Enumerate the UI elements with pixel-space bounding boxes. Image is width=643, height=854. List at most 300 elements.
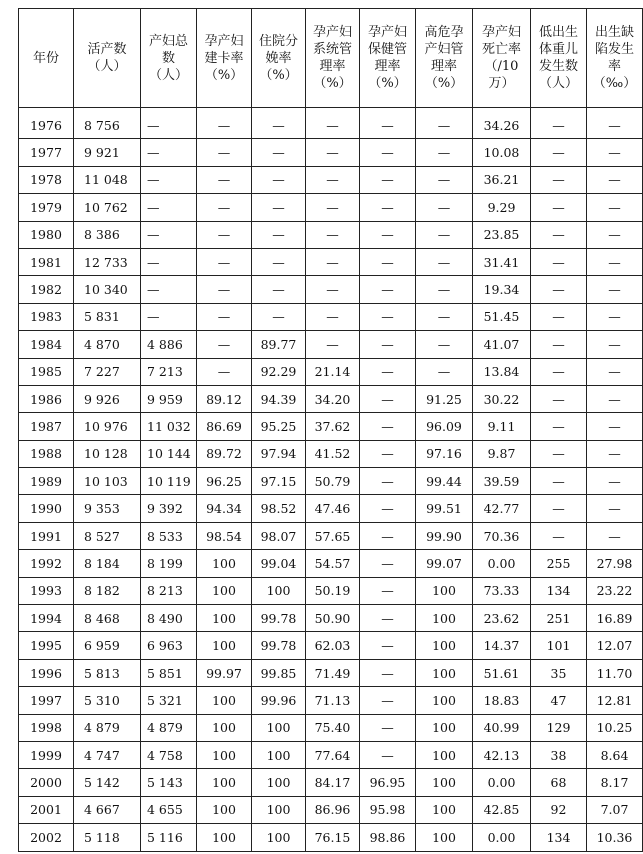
- cell-maternal-mortality-rate: 73.33: [473, 577, 531, 604]
- cell-maternal-mortality-rate: 30.22: [473, 385, 531, 412]
- cell-live-births: 9 921: [74, 139, 141, 166]
- cell-hospital-delivery-rate: 99.96: [252, 687, 306, 714]
- cell-maternal-mortality-rate: 36.21: [473, 166, 531, 193]
- cell-total-mothers: 5 143: [141, 769, 197, 796]
- cell-birth-defect-rate: —: [587, 248, 643, 275]
- cell-low-birth-weight-count: —: [531, 194, 587, 221]
- cell-healthcare-management-rate: —: [360, 303, 416, 330]
- cell-low-birth-weight-count: —: [531, 248, 587, 275]
- cell-year: 2002: [19, 824, 74, 851]
- cell-healthcare-management-rate: —: [360, 221, 416, 248]
- cell-healthcare-management-rate: —: [360, 632, 416, 659]
- cell-healthcare-management-rate: 95.98: [360, 796, 416, 823]
- cell-live-births: 5 813: [74, 659, 141, 686]
- cell-healthcare-management-rate: —: [360, 741, 416, 768]
- cell-system-management-rate: 54.57: [306, 550, 360, 577]
- header-year: 年份: [19, 9, 74, 108]
- cell-high-risk-management-rate: 100: [416, 714, 473, 741]
- cell-registration-rate: 100: [197, 550, 252, 577]
- cell-birth-defect-rate: —: [587, 440, 643, 467]
- table-row: [19, 358, 643, 385]
- cell-registration-rate: 100: [197, 796, 252, 823]
- cell-hospital-delivery-rate: 100: [252, 714, 306, 741]
- cell-system-management-rate: —: [306, 248, 360, 275]
- cell-low-birth-weight-count: —: [531, 166, 587, 193]
- cell-total-mothers: 4 655: [141, 796, 197, 823]
- cell-hospital-delivery-rate: —: [252, 194, 306, 221]
- cell-registration-rate: 96.25: [197, 468, 252, 495]
- cell-total-mothers: 4 886: [141, 331, 197, 358]
- cell-total-mothers: —: [141, 303, 197, 330]
- table-row: [19, 440, 643, 467]
- cell-registration-rate: —: [197, 276, 252, 303]
- cell-total-mothers: 5 851: [141, 659, 197, 686]
- table-row: [19, 108, 643, 139]
- table-row: [19, 276, 643, 303]
- cell-healthcare-management-rate: —: [360, 276, 416, 303]
- cell-total-mothers: —: [141, 194, 197, 221]
- cell-total-mothers: 10 119: [141, 468, 197, 495]
- cell-year: 1993: [19, 577, 74, 604]
- cell-system-management-rate: 77.64: [306, 741, 360, 768]
- header-high-risk-management-rate: 高危孕 产妇管 理率 （%）: [416, 9, 473, 108]
- cell-year: 1996: [19, 659, 74, 686]
- cell-healthcare-management-rate: —: [360, 139, 416, 166]
- cell-birth-defect-rate: —: [587, 413, 643, 440]
- cell-high-risk-management-rate: 100: [416, 632, 473, 659]
- cell-hospital-delivery-rate: 98.07: [252, 522, 306, 549]
- cell-registration-rate: 100: [197, 687, 252, 714]
- cell-birth-defect-rate: —: [587, 522, 643, 549]
- cell-year: 1982: [19, 276, 74, 303]
- table-row: [19, 577, 643, 604]
- cell-live-births: 12 733: [74, 248, 141, 275]
- cell-low-birth-weight-count: —: [531, 413, 587, 440]
- cell-live-births: 11 048: [74, 166, 141, 193]
- cell-low-birth-weight-count: —: [531, 358, 587, 385]
- cell-birth-defect-rate: —: [587, 221, 643, 248]
- cell-healthcare-management-rate: —: [360, 440, 416, 467]
- cell-system-management-rate: 47.46: [306, 495, 360, 522]
- cell-hospital-delivery-rate: 99.04: [252, 550, 306, 577]
- cell-healthcare-management-rate: —: [360, 194, 416, 221]
- cell-live-births: 9 353: [74, 495, 141, 522]
- cell-total-mothers: 5 116: [141, 824, 197, 851]
- cell-healthcare-management-rate: —: [360, 385, 416, 412]
- header-maternal-mortality-rate: 孕产妇 死亡率 （/10 万）: [473, 9, 531, 108]
- cell-registration-rate: —: [197, 248, 252, 275]
- cell-maternal-mortality-rate: 41.07: [473, 331, 531, 358]
- table-row: [19, 714, 643, 741]
- cell-year: 1988: [19, 440, 74, 467]
- cell-system-management-rate: 50.79: [306, 468, 360, 495]
- header-registration-rate: 孕产妇 建卡率 （%）: [197, 9, 252, 108]
- cell-registration-rate: 98.54: [197, 522, 252, 549]
- cell-healthcare-management-rate: 98.86: [360, 824, 416, 851]
- cell-system-management-rate: 37.62: [306, 413, 360, 440]
- cell-total-mothers: —: [141, 248, 197, 275]
- cell-maternal-mortality-rate: 9.11: [473, 413, 531, 440]
- cell-total-mothers: —: [141, 108, 197, 139]
- cell-birth-defect-rate: —: [587, 358, 643, 385]
- cell-total-mothers: 8 213: [141, 577, 197, 604]
- cell-registration-rate: —: [197, 358, 252, 385]
- cell-high-risk-management-rate: 100: [416, 796, 473, 823]
- header-system-management-rate: 孕产妇 系统管 理率 （%）: [306, 9, 360, 108]
- cell-birth-defect-rate: —: [587, 385, 643, 412]
- cell-low-birth-weight-count: 129: [531, 714, 587, 741]
- cell-year: 1990: [19, 495, 74, 522]
- cell-registration-rate: 100: [197, 714, 252, 741]
- cell-maternal-mortality-rate: 42.13: [473, 741, 531, 768]
- cell-high-risk-management-rate: 97.16: [416, 440, 473, 467]
- cell-live-births: 10 103: [74, 468, 141, 495]
- cell-year: 1991: [19, 522, 74, 549]
- cell-hospital-delivery-rate: —: [252, 276, 306, 303]
- cell-healthcare-management-rate: —: [360, 522, 416, 549]
- header-live-births: 活产数 （人）: [74, 9, 141, 108]
- cell-high-risk-management-rate: —: [416, 331, 473, 358]
- cell-registration-rate: 94.34: [197, 495, 252, 522]
- cell-hospital-delivery-rate: 92.29: [252, 358, 306, 385]
- cell-system-management-rate: 76.15: [306, 824, 360, 851]
- cell-maternal-mortality-rate: 13.84: [473, 358, 531, 385]
- cell-system-management-rate: —: [306, 194, 360, 221]
- cell-total-mothers: —: [141, 166, 197, 193]
- cell-healthcare-management-rate: —: [360, 413, 416, 440]
- table-row: [19, 687, 643, 714]
- cell-maternal-mortality-rate: 42.85: [473, 796, 531, 823]
- cell-hospital-delivery-rate: —: [252, 303, 306, 330]
- cell-year: 1984: [19, 331, 74, 358]
- cell-system-management-rate: 50.90: [306, 605, 360, 632]
- cell-healthcare-management-rate: —: [360, 495, 416, 522]
- cell-birth-defect-rate: —: [587, 139, 643, 166]
- cell-high-risk-management-rate: —: [416, 194, 473, 221]
- cell-birth-defect-rate: —: [587, 276, 643, 303]
- cell-birth-defect-rate: —: [587, 468, 643, 495]
- cell-hospital-delivery-rate: 100: [252, 769, 306, 796]
- cell-high-risk-management-rate: 100: [416, 605, 473, 632]
- cell-maternal-mortality-rate: 40.99: [473, 714, 531, 741]
- cell-maternal-mortality-rate: 39.59: [473, 468, 531, 495]
- cell-live-births: 8 184: [74, 550, 141, 577]
- cell-year: 2001: [19, 796, 74, 823]
- cell-registration-rate: 89.12: [197, 385, 252, 412]
- cell-high-risk-management-rate: 99.44: [416, 468, 473, 495]
- cell-live-births: 10 976: [74, 413, 141, 440]
- cell-year: 1998: [19, 714, 74, 741]
- cell-high-risk-management-rate: —: [416, 248, 473, 275]
- cell-hospital-delivery-rate: 99.85: [252, 659, 306, 686]
- table-row: [19, 605, 643, 632]
- cell-birth-defect-rate: 11.70: [587, 659, 643, 686]
- header-birth-defect-rate: 出生缺 陷发生 率 （‰）: [587, 9, 643, 108]
- cell-high-risk-management-rate: 96.09: [416, 413, 473, 440]
- cell-live-births: 4 870: [74, 331, 141, 358]
- cell-high-risk-management-rate: 100: [416, 659, 473, 686]
- cell-live-births: 8 386: [74, 221, 141, 248]
- cell-maternal-mortality-rate: 31.41: [473, 248, 531, 275]
- cell-total-mothers: 7 213: [141, 358, 197, 385]
- cell-low-birth-weight-count: 47: [531, 687, 587, 714]
- cell-healthcare-management-rate: —: [360, 577, 416, 604]
- cell-live-births: 10 340: [74, 276, 141, 303]
- cell-healthcare-management-rate: —: [360, 714, 416, 741]
- cell-birth-defect-rate: 8.64: [587, 741, 643, 768]
- cell-hospital-delivery-rate: —: [252, 221, 306, 248]
- cell-live-births: 6 959: [74, 632, 141, 659]
- cell-live-births: 8 468: [74, 605, 141, 632]
- cell-high-risk-management-rate: 99.07: [416, 550, 473, 577]
- cell-maternal-mortality-rate: 0.00: [473, 550, 531, 577]
- cell-total-mothers: 5 321: [141, 687, 197, 714]
- cell-system-management-rate: 57.65: [306, 522, 360, 549]
- table-row: [19, 303, 643, 330]
- cell-year: 1981: [19, 248, 74, 275]
- cell-hospital-delivery-rate: 100: [252, 741, 306, 768]
- cell-total-mothers: 9 959: [141, 385, 197, 412]
- cell-hospital-delivery-rate: —: [252, 108, 306, 139]
- cell-high-risk-management-rate: 99.90: [416, 522, 473, 549]
- table-row: [19, 741, 643, 768]
- cell-year: 1980: [19, 221, 74, 248]
- cell-birth-defect-rate: —: [587, 331, 643, 358]
- cell-total-mothers: 4 879: [141, 714, 197, 741]
- cell-low-birth-weight-count: —: [531, 139, 587, 166]
- cell-total-mothers: 9 392: [141, 495, 197, 522]
- cell-registration-rate: —: [197, 331, 252, 358]
- cell-birth-defect-rate: —: [587, 108, 643, 139]
- cell-live-births: 4 667: [74, 796, 141, 823]
- header-hospital-delivery-rate: 住院分 娩率 （%）: [252, 9, 306, 108]
- cell-low-birth-weight-count: —: [531, 495, 587, 522]
- cell-hospital-delivery-rate: 97.94: [252, 440, 306, 467]
- cell-maternal-mortality-rate: 34.26: [473, 108, 531, 139]
- cell-system-management-rate: —: [306, 166, 360, 193]
- cell-registration-rate: 100: [197, 741, 252, 768]
- cell-year: 1987: [19, 413, 74, 440]
- cell-registration-rate: —: [197, 139, 252, 166]
- cell-high-risk-management-rate: 100: [416, 824, 473, 851]
- cell-healthcare-management-rate: —: [360, 166, 416, 193]
- cell-maternal-mortality-rate: 42.77: [473, 495, 531, 522]
- cell-registration-rate: 100: [197, 632, 252, 659]
- cell-year: 2000: [19, 769, 74, 796]
- table-row: [19, 221, 643, 248]
- cell-low-birth-weight-count: —: [531, 331, 587, 358]
- cell-hospital-delivery-rate: 100: [252, 577, 306, 604]
- cell-birth-defect-rate: 23.22: [587, 577, 643, 604]
- cell-year: 1999: [19, 741, 74, 768]
- cell-system-management-rate: —: [306, 331, 360, 358]
- cell-high-risk-management-rate: —: [416, 303, 473, 330]
- cell-low-birth-weight-count: 68: [531, 769, 587, 796]
- cell-high-risk-management-rate: 99.51: [416, 495, 473, 522]
- cell-low-birth-weight-count: 134: [531, 577, 587, 604]
- cell-healthcare-management-rate: —: [360, 248, 416, 275]
- cell-low-birth-weight-count: —: [531, 108, 587, 139]
- cell-maternal-mortality-rate: 70.36: [473, 522, 531, 549]
- table-row: [19, 166, 643, 193]
- cell-hospital-delivery-rate: 98.52: [252, 495, 306, 522]
- cell-hospital-delivery-rate: 100: [252, 796, 306, 823]
- cell-total-mothers: 4 758: [141, 741, 197, 768]
- cell-healthcare-management-rate: 96.95: [360, 769, 416, 796]
- cell-system-management-rate: —: [306, 276, 360, 303]
- cell-low-birth-weight-count: —: [531, 303, 587, 330]
- table-row: [19, 550, 643, 577]
- cell-high-risk-management-rate: —: [416, 139, 473, 166]
- cell-total-mothers: 6 963: [141, 632, 197, 659]
- cell-registration-rate: —: [197, 194, 252, 221]
- cell-registration-rate: 100: [197, 605, 252, 632]
- cell-registration-rate: 86.69: [197, 413, 252, 440]
- table-row: [19, 468, 643, 495]
- cell-live-births: 8 756: [74, 108, 141, 139]
- cell-system-management-rate: 71.13: [306, 687, 360, 714]
- header-total-mothers: 产妇总 数 （人）: [141, 9, 197, 108]
- cell-low-birth-weight-count: —: [531, 276, 587, 303]
- cell-healthcare-management-rate: —: [360, 468, 416, 495]
- table-row: [19, 796, 643, 823]
- cell-hospital-delivery-rate: —: [252, 166, 306, 193]
- cell-live-births: 5 831: [74, 303, 141, 330]
- table-row: [19, 248, 643, 275]
- cell-low-birth-weight-count: 38: [531, 741, 587, 768]
- cell-maternal-mortality-rate: 0.00: [473, 824, 531, 851]
- cell-birth-defect-rate: 27.98: [587, 550, 643, 577]
- cell-year: 1977: [19, 139, 74, 166]
- cell-low-birth-weight-count: 92: [531, 796, 587, 823]
- table-row: [19, 331, 643, 358]
- header-low-birth-weight-count: 低出生 体重儿 发生数 （人）: [531, 9, 587, 108]
- cell-healthcare-management-rate: —: [360, 687, 416, 714]
- cell-hospital-delivery-rate: 100: [252, 824, 306, 851]
- maternal-health-table: [18, 8, 643, 852]
- cell-birth-defect-rate: 16.89: [587, 605, 643, 632]
- cell-healthcare-management-rate: —: [360, 550, 416, 577]
- cell-hospital-delivery-rate: 97.15: [252, 468, 306, 495]
- cell-hospital-delivery-rate: 94.39: [252, 385, 306, 412]
- cell-year: 1997: [19, 687, 74, 714]
- cell-birth-defect-rate: —: [587, 166, 643, 193]
- cell-year: 1976: [19, 108, 74, 139]
- cell-high-risk-management-rate: 100: [416, 687, 473, 714]
- cell-system-management-rate: 41.52: [306, 440, 360, 467]
- cell-high-risk-management-rate: 100: [416, 577, 473, 604]
- cell-registration-rate: 100: [197, 769, 252, 796]
- cell-high-risk-management-rate: 100: [416, 741, 473, 768]
- cell-low-birth-weight-count: —: [531, 440, 587, 467]
- cell-live-births: 10 128: [74, 440, 141, 467]
- cell-high-risk-management-rate: —: [416, 276, 473, 303]
- cell-year: 1989: [19, 468, 74, 495]
- cell-live-births: 5 310: [74, 687, 141, 714]
- cell-healthcare-management-rate: —: [360, 358, 416, 385]
- cell-system-management-rate: —: [306, 303, 360, 330]
- cell-low-birth-weight-count: —: [531, 385, 587, 412]
- cell-hospital-delivery-rate: 99.78: [252, 632, 306, 659]
- cell-registration-rate: 100: [197, 824, 252, 851]
- cell-birth-defect-rate: 7.07: [587, 796, 643, 823]
- cell-maternal-mortality-rate: 23.85: [473, 221, 531, 248]
- table-row: [19, 413, 643, 440]
- cell-low-birth-weight-count: —: [531, 522, 587, 549]
- cell-high-risk-management-rate: —: [416, 358, 473, 385]
- cell-live-births: 7 227: [74, 358, 141, 385]
- cell-high-risk-management-rate: —: [416, 108, 473, 139]
- cell-maternal-mortality-rate: 9.29: [473, 194, 531, 221]
- cell-registration-rate: —: [197, 166, 252, 193]
- cell-live-births: 4 747: [74, 741, 141, 768]
- cell-healthcare-management-rate: —: [360, 331, 416, 358]
- cell-hospital-delivery-rate: 89.77: [252, 331, 306, 358]
- header-healthcare-management-rate: 孕产妇 保健管 理率 （%）: [360, 9, 416, 108]
- cell-high-risk-management-rate: —: [416, 221, 473, 248]
- cell-registration-rate: —: [197, 108, 252, 139]
- cell-birth-defect-rate: —: [587, 495, 643, 522]
- cell-system-management-rate: 62.03: [306, 632, 360, 659]
- table-body: [19, 108, 643, 852]
- cell-live-births: 5 142: [74, 769, 141, 796]
- cell-year: 1979: [19, 194, 74, 221]
- cell-maternal-mortality-rate: 18.83: [473, 687, 531, 714]
- cell-birth-defect-rate: 10.36: [587, 824, 643, 851]
- cell-low-birth-weight-count: 251: [531, 605, 587, 632]
- cell-maternal-mortality-rate: 23.62: [473, 605, 531, 632]
- cell-hospital-delivery-rate: 95.25: [252, 413, 306, 440]
- cell-healthcare-management-rate: —: [360, 108, 416, 139]
- cell-live-births: 8 182: [74, 577, 141, 604]
- cell-live-births: 10 762: [74, 194, 141, 221]
- cell-total-mothers: 8 533: [141, 522, 197, 549]
- cell-system-management-rate: 71.49: [306, 659, 360, 686]
- cell-hospital-delivery-rate: 99.78: [252, 605, 306, 632]
- cell-system-management-rate: —: [306, 221, 360, 248]
- cell-system-management-rate: 75.40: [306, 714, 360, 741]
- cell-birth-defect-rate: —: [587, 194, 643, 221]
- cell-maternal-mortality-rate: 0.00: [473, 769, 531, 796]
- cell-birth-defect-rate: 10.25: [587, 714, 643, 741]
- cell-hospital-delivery-rate: —: [252, 139, 306, 166]
- cell-year: 1978: [19, 166, 74, 193]
- cell-year: 1992: [19, 550, 74, 577]
- table-row: [19, 194, 643, 221]
- cell-low-birth-weight-count: 255: [531, 550, 587, 577]
- cell-total-mothers: 11 032: [141, 413, 197, 440]
- cell-registration-rate: 100: [197, 577, 252, 604]
- cell-registration-rate: —: [197, 221, 252, 248]
- cell-birth-defect-rate: —: [587, 303, 643, 330]
- cell-low-birth-weight-count: 101: [531, 632, 587, 659]
- table-row: [19, 522, 643, 549]
- cell-system-management-rate: 86.96: [306, 796, 360, 823]
- cell-live-births: 9 926: [74, 385, 141, 412]
- cell-high-risk-management-rate: 100: [416, 769, 473, 796]
- cell-total-mothers: 8 199: [141, 550, 197, 577]
- cell-low-birth-weight-count: —: [531, 221, 587, 248]
- table-row: [19, 385, 643, 412]
- cell-total-mothers: 10 144: [141, 440, 197, 467]
- cell-maternal-mortality-rate: 14.37: [473, 632, 531, 659]
- cell-live-births: 8 527: [74, 522, 141, 549]
- cell-low-birth-weight-count: 35: [531, 659, 587, 686]
- header-row: [19, 9, 643, 108]
- cell-total-mothers: —: [141, 139, 197, 166]
- table-row: [19, 495, 643, 522]
- cell-maternal-mortality-rate: 9.87: [473, 440, 531, 467]
